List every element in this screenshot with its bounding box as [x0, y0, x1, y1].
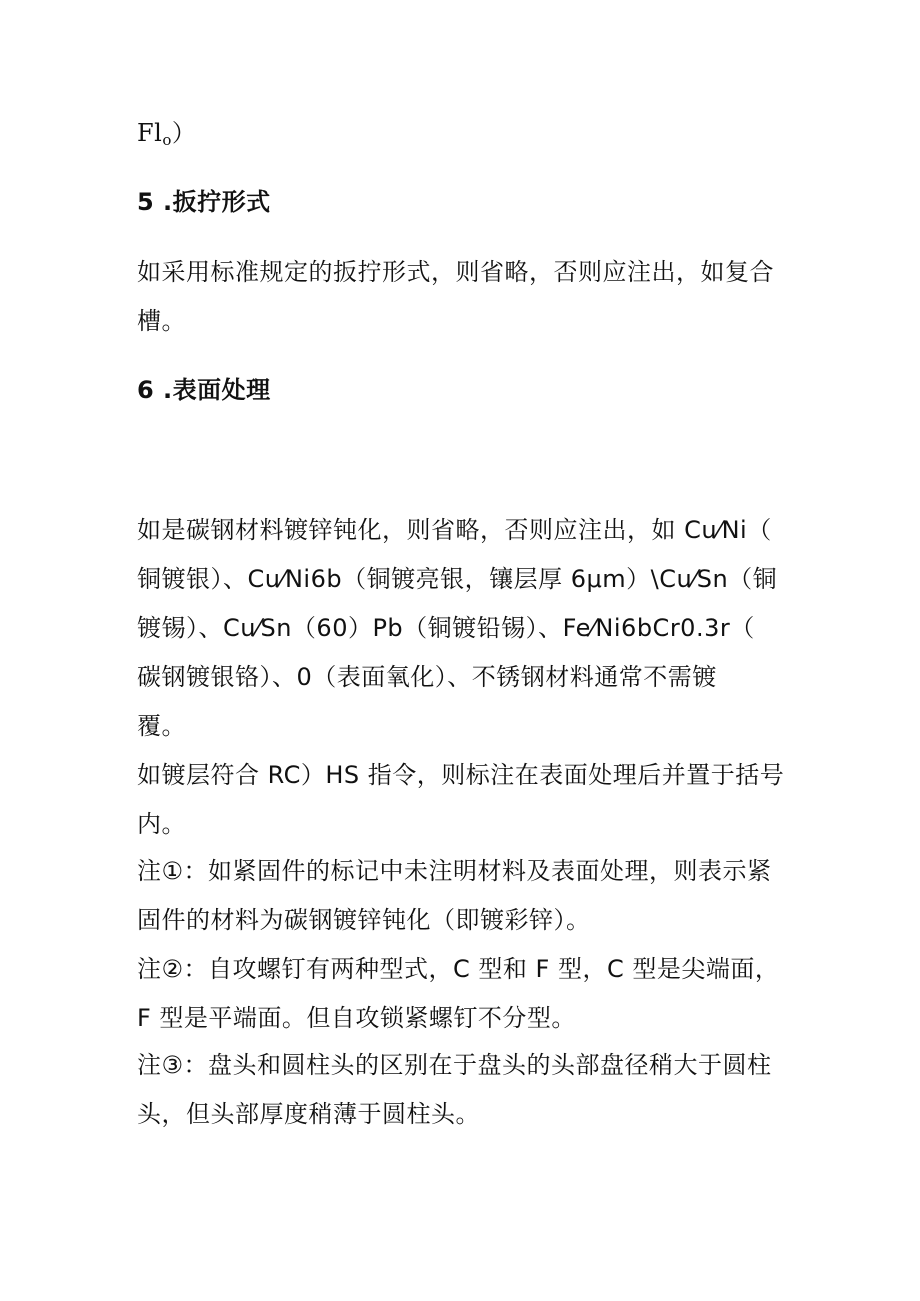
note-2-line-1: 注②：自攻螺钉有两种型式，C 型和 F 型，C 型是尖端面， [137, 955, 780, 983]
fragment-line [137, 118, 196, 155]
section-6-p2-line-1: 如镀层符合 RC）HS 指令，则标注在表面处理后并置于括号 [137, 761, 785, 789]
section-6-p1-line-4: 碳钢镀银铬）、0（表面氧化）、不锈钢材料通常不需镀 [137, 663, 717, 691]
note-1-line-1: 注①：如紧固件的标记中未注明材料及表面处理，则表示紧 [137, 857, 772, 885]
section-5-line-1: 如采用标准规定的扳拧形式，则省略，否则应注出，如复合 [137, 258, 774, 286]
section-6-p1-line-1: 如是碳钢材料镀锌钝化，则省略，否则应注出，如 Cu⁄Ni（ [137, 516, 772, 544]
section-6-p1-line-3: 镀锡）、Cu⁄Sn（60）Pb（铜镀铅锡）、Fe⁄Ni6bCr0.3r（ [137, 614, 755, 642]
section-6-heading: 6 .表面处理 [137, 376, 271, 404]
note-2-line-2: F 型是平端面。但自攻锁紧螺钉不分型。 [137, 1004, 576, 1032]
section-6-p1-line-2: 铜镀银）、Cu⁄Ni6b（铜镀亮银，镶层厚 6μm）\Cu⁄Sn（铜 [137, 565, 778, 593]
section-5-heading: 5 .扳拧形式 [137, 188, 271, 216]
note-3-line-1: 注③：盘头和圆柱头的区别在于盘头的头部盘径稍大于圆柱 [137, 1051, 772, 1079]
section-6-p1-line-5: 覆。 [137, 712, 186, 740]
fragment-text: Fl [137, 119, 163, 147]
note-1-line-2: 固件的材料为碳钢镀锌钝化（即镀彩锌）。 [137, 906, 591, 934]
section-5-line-2: 槽。 [137, 307, 186, 335]
fragment-subscript: o [162, 131, 172, 149]
note-3-line-2: 头，但头部厚度稍薄于圆柱头。 [137, 1100, 480, 1128]
fragment-close: ） [171, 119, 197, 147]
section-6-p2-line-2: 内。 [137, 810, 186, 838]
